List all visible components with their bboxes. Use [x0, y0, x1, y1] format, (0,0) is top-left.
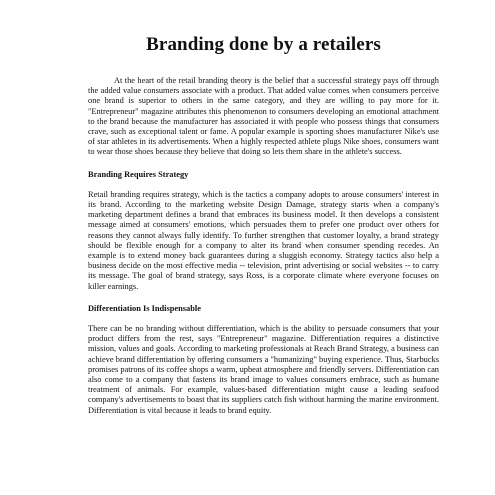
- section-body-strategy: Retail branding requires strategy, which is the tactics a company adopts to arouse consumers' interest in its brand. According to the marketing website Design Damage, strategy starts when a company's marketing department defines a brand that embraces its business model. It then develops a consistent message aimed at consumers' emotions, which persuades them to prefer one product over others for reasons they cannot always fully identify. To further strengthen that customer loyalty, a brand strategy should be flexible enough for a company to alter its brand when consumer spending recedes. An example is to extend money back guarantees during a sluggish economy. Strategy tactics also help a business decide on the most effective media -- television, print advertising or social websites -- to carry its message. The goal of brand strategy, says Ross, is a corporate climate where everyone focuses on killer earnings.: [88, 189, 439, 291]
- document-page: [88, 34, 439, 416]
- intro-paragraph: At the heart of the retail branding theory is the belief that a successful strategy pays off through the added value consumers associate with a product. That added value comes when consumers perceive one brand is superior to others in the same category, and they are willing to pay more for it. "Entrepreneur" magazine attributes this phenomenon to consumers developing an emotional attachment to the brand because the manufacturer has associated it with people who possess things that consumers crave, such as exceptional talent or fame. A popular example is sporting shoes manufacturer Nike's use of star athletes in its advertisements. When a highly respected athlete plugs Nike shoes, consumers want to wear those shoes because they believe that doing so lets them share in the athlete's success.: [88, 76, 439, 157]
- section-heading-strategy: Branding Requires Strategy: [88, 169, 189, 179]
- document-title: Branding done by a retailers: [146, 34, 381, 55]
- section-body-differentiation: There can be no branding without differentiation, which is the ability to persuade consumers that your product differs from the rest, says "Entrepreneur" magazine. Differentiation requires a distinctive mission, values and goals. According to marketing professionals at Reach Brand Strategy, a business can achieve brand differentiation by offering consumers a "humanizing" buying experience. Thus, Starbucks promises patrons of its coffee shops a warm, upbeat atmosphere and friendly servers. Differentiation can also come to a company that fastens its brand image to values consumers embrace, such as humane treatment of animals. For example, values-based differentiation might cause a leading seafood company's advertisements to boast that its suppliers catch fish without harming the marine environment. Differentiation is vital because it leads to brand equity.: [88, 324, 439, 415]
- section-heading-differentiation: Differentiation Is Indispensable: [88, 303, 201, 313]
